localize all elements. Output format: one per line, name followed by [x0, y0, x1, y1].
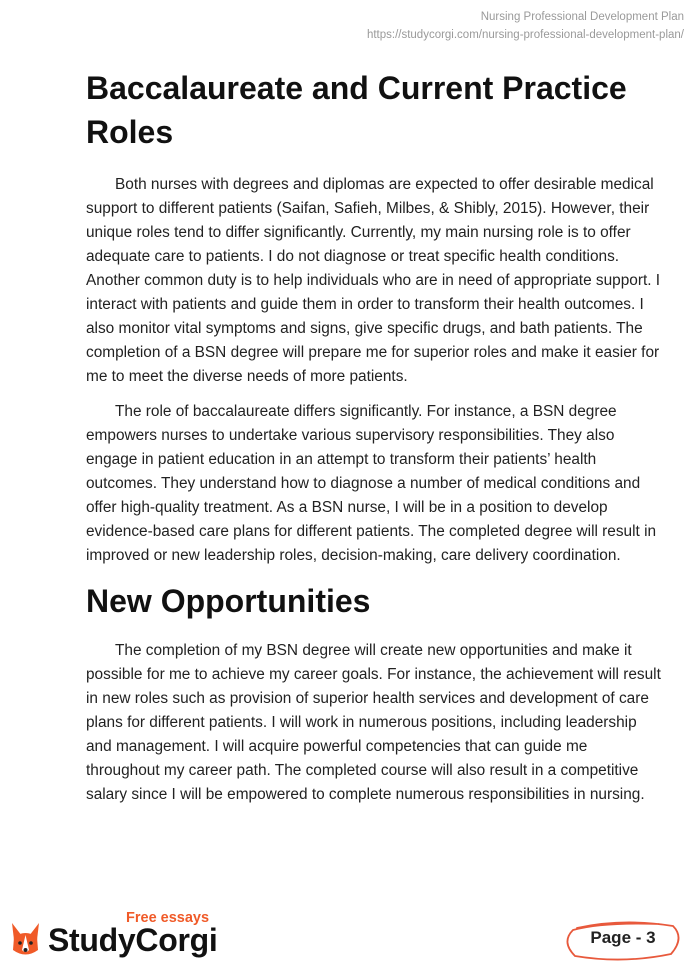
paragraph: The role of baccalaureate differs significantly. For instance, a BSN degree empowers nurses to undertake various supervisory responsibilities. They also engage in patient education in an attempt to transform their patients’ health outcomes. They understand how to diagnose a number of medical conditions and offer high-quality treatment. As a BSN nurse, I will be in a position to develop evidence-based care plans for different patients. The completed degree will result in improved or new leadership roles, decision-making, care delivery coordination.: [86, 403, 657, 564]
page-header: [367, 8, 684, 44]
document-url[interactable]: https://studycorgi.com/nursing-professional-development-plan/: [366, 29, 684, 41]
corgi-logo-icon: [8, 919, 48, 961]
section-heading-baccalaureate: Baccalaureate and Current Practice Roles: [86, 70, 627, 150]
document-title: Nursing Professional Development Plan: [480, 11, 684, 23]
page-label: Page - 3: [590, 928, 656, 947]
document-body: [86, 66, 663, 818]
free-essays-tagline: Free essays: [126, 910, 210, 926]
section-heading-new-opportunities: New Opportunities: [86, 583, 371, 619]
brand-name: StudyCorgi: [48, 922, 218, 958]
paragraph: The completion of my BSN degree will create new opportunities and make it possible for me to achieve my career goals. For instance, the achievement will result in new roles such as provision of superior health services and development of care plans for different patients. I will work in numerous positions, including leadership and management. I will acquire powerful competencies that can guide me throughout my career path. The completed course will also result in a competitive salary since I will be empowered to complete numerous responsibilities in nursing.: [86, 642, 661, 803]
paragraph: Both nurses with degrees and diplomas are expected to offer desirable medical support to different patients (Saifan, Safieh, Milbes, & Shibly, 2015). However, their unique roles tend to differ significantly. Currently, my main nursing role is to offer adequate care to patients. I do not diagnose or treat specific health conditions. Another common duty is to help individuals who are in need of appropriate support. I interact with patients and guide them in order to transform their health outcomes. I also monitor vital symptoms and signs, give specific drugs, and bath patients. The completion of a BSN degree will prepare me for superior roles and make it easier for me to meet the diverse needs of more patients.: [86, 176, 661, 385]
studycorgi-logo[interactable]: [8, 910, 238, 960]
page-number-badge: [563, 916, 683, 962]
